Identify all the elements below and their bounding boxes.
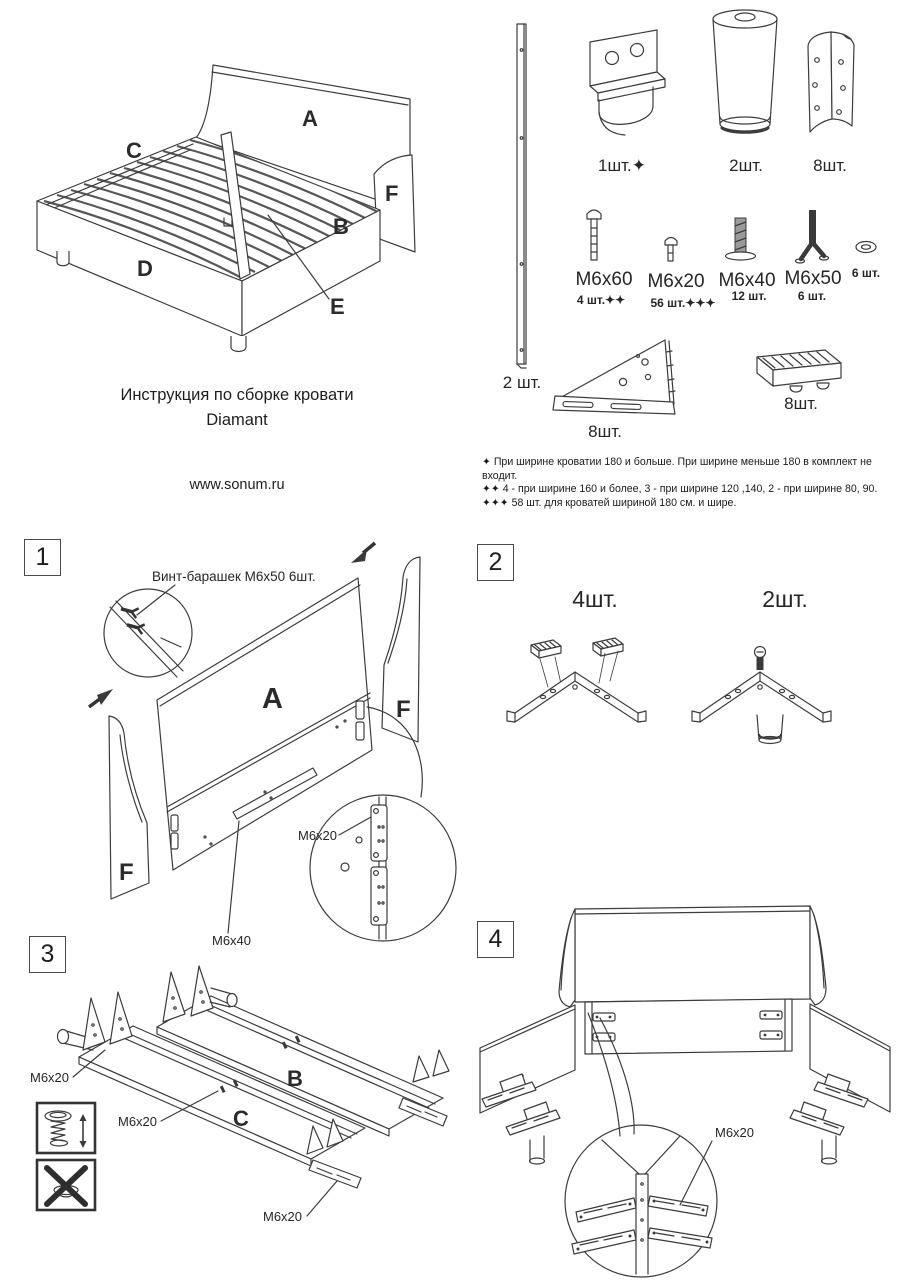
step3-warning-screw-gap xyxy=(37,1103,95,1153)
step2-bracket-with-leg xyxy=(692,647,831,744)
part-leg-qty: 2шт. xyxy=(729,156,763,175)
step4-m6x20-label: M6x20 xyxy=(715,1125,755,1140)
step1-label-f-right: F xyxy=(396,696,411,723)
step4-side-rail-left xyxy=(480,1005,575,1164)
step1-arrow-left xyxy=(89,689,113,707)
bolt-m6x40-icon xyxy=(726,218,756,260)
step1-m6x40-leader xyxy=(228,821,239,933)
part-holder-qty: 1шт.✦ xyxy=(598,156,646,175)
step1-detail-circle-thumbscrew xyxy=(104,589,192,677)
step1-m6x20-label: M6x20 xyxy=(298,828,338,843)
bolt-m6x60-label: М6х60 xyxy=(575,269,633,290)
bed-label-e: E xyxy=(330,294,345,319)
bed-label-f: F xyxy=(385,181,399,206)
step2-qty-leg: 2шт. xyxy=(762,586,808,612)
part-strip-qty: 2 шт. xyxy=(502,373,542,392)
step3-m6x20-label-1: M6x20 xyxy=(30,1070,70,1085)
step1-m6x40-label: M6x40 xyxy=(212,933,252,948)
bolt-m6x50-label: М6х50 xyxy=(784,268,842,289)
step2-number: 2 xyxy=(477,544,514,581)
title-line1: Инструкция по сборке кровати xyxy=(120,386,354,404)
step4-headboard xyxy=(559,906,826,1007)
bed-label-d: D xyxy=(137,256,153,281)
part-holder xyxy=(590,30,665,135)
title-line2: Diamant xyxy=(206,411,268,429)
bed-label-b: B xyxy=(333,214,349,239)
step1-number: 1 xyxy=(24,539,61,576)
step3-number: 3 xyxy=(29,936,66,973)
bolt-m6x40-qty: 12 шт. xyxy=(731,289,767,303)
bolt-m6x50-qty: 6 шт. xyxy=(797,289,827,303)
part-corner-qty: 8шт. xyxy=(588,422,622,441)
washer-qty: 6 шт. xyxy=(851,266,881,280)
part-pad-qty: 8шт. xyxy=(784,394,818,413)
footnote-2: ✦✦ 4 - при ширине 160 и более, 3 - при ширине 120 ,140, 2 - при ширине 80, 90. xyxy=(482,483,878,496)
parts-list xyxy=(495,0,900,455)
step4-side-rail-right xyxy=(790,1004,890,1164)
step2-diagram xyxy=(460,535,900,750)
step2-qty-pads: 4шт. xyxy=(572,586,618,612)
step4-number: 4 xyxy=(477,921,514,958)
footnote-3: ✦✦✦ 58 шт. для кроватей шириной 180 см. и шире. xyxy=(482,496,737,509)
step1-label-a: A xyxy=(262,683,283,715)
footnotes xyxy=(482,456,896,510)
bolt-m6x20-icon xyxy=(665,238,677,262)
bolt-m6x60-icon xyxy=(587,210,601,260)
footnote-1: ✦ При ширине кроватии 180 и больше. При ширине меньше 180 в комплект не входит. xyxy=(482,456,872,482)
page-title xyxy=(58,383,416,433)
step3-m6x20-leader-3 xyxy=(307,1181,337,1216)
step1-headboard-panel xyxy=(157,578,372,870)
step1-label-f-left: F xyxy=(119,859,134,886)
bed-label-a: A xyxy=(302,106,318,131)
part-leg-cylinder xyxy=(713,10,777,132)
bed-leg xyxy=(231,336,246,352)
step4-detail-circle xyxy=(565,1125,717,1277)
step4-m6x20-leader xyxy=(680,1141,712,1205)
step3-m6x20-label-2: M6x20 xyxy=(118,1114,158,1129)
bolt-m6x20-qty: 56 шт.✦✦✦ xyxy=(650,296,716,310)
bolt-m6x40-label: М6х40 xyxy=(718,270,776,291)
part-strip xyxy=(517,24,526,368)
part-corner-brace xyxy=(553,340,675,414)
bolt-m6x20-label: М6х20 xyxy=(647,271,705,292)
step1-callout: Винт-барашек М6х50 6шт. xyxy=(152,569,316,584)
bolt-m6x60-qty: 4 шт.✦✦ xyxy=(576,293,626,307)
step3-m6x20-label-3: M6x20 xyxy=(263,1209,303,1224)
step1-arrow-top xyxy=(351,543,375,563)
step3-warning-no-tighten xyxy=(37,1160,95,1210)
bed-leg xyxy=(57,251,69,266)
step3-diagram xyxy=(15,930,475,1280)
step1-detail-circle-bracket xyxy=(310,795,456,941)
part-angle-bracket xyxy=(808,32,854,132)
step4-back-rail xyxy=(585,999,792,1054)
step1-diagram xyxy=(15,535,475,955)
step2-bracket-with-pads xyxy=(507,638,646,722)
website-url: www.sonum.ru xyxy=(189,477,285,493)
bed-overview-diagram xyxy=(0,5,490,367)
part-slat-pad xyxy=(757,350,841,392)
part-angle-qty: 8шт. xyxy=(813,156,847,175)
bolt-m6x50-icon xyxy=(796,210,829,263)
step1-m6x20-leader xyxy=(339,817,371,835)
washer-icon xyxy=(856,242,876,253)
bed-label-c: C xyxy=(126,138,142,163)
step4-diagram xyxy=(460,878,900,1280)
step3-label-b: B xyxy=(287,1066,303,1091)
step3-label-c: C xyxy=(233,1106,249,1131)
